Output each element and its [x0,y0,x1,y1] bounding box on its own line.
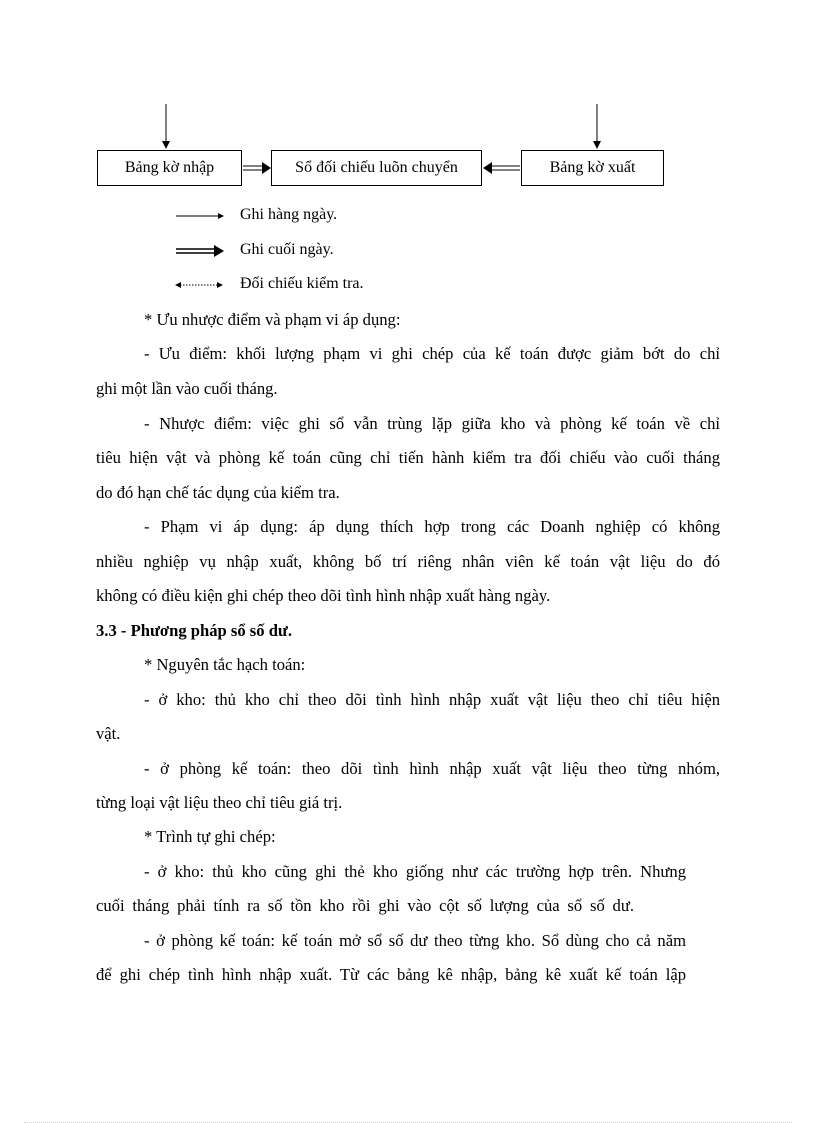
warehouse-procedure-line-2: cuối tháng phải tính ra số tồn kho rồi ghi vào cột số lượng của sổ số dư. [96,896,634,915]
box-import-list [97,150,242,186]
box-reconciliation-ledger-label: Sổ đối chiếu luõn chuyển [295,159,458,176]
accounting-principle-line-1: - ở phòng kế toán: theo dõi tình hình nhập xuất vật liệu theo từng nhóm, [144,759,720,778]
disadvantages-line-2: tiêu hiện vật và phòng kế toán cũng chỉ tiến hành kiểm tra đối chiếu vào cuối tháng [96,448,720,467]
advantages-line-2: ghi một lần vào cuối tháng. [96,379,278,398]
legend-daily [174,205,574,227]
box-export-list-label: Bảng kờ xuất [549,159,636,176]
accounting-procedure-line-1: - ở phòng kế toán: kế toán mở sổ số dư theo từng kho. Sổ dùng cho cả năm [144,931,686,950]
section-number: 3.3 - [96,621,127,640]
double-arrow-left-to-middle [243,162,271,174]
box-reconciliation-ledger [271,150,482,186]
disadvantages-line-3: do đó hạn chế tác dụng của kiểm tra. [96,483,340,502]
accounting-procedure-line-2: để ghi chép tình hình nhập xuất. Từ các bảng kê nhập, bảng kê xuất kế toán lập [96,965,686,984]
warehouse-procedure-line-1: - ở kho: thủ kho cũng ghi thẻ kho giống như các trường hợp trên. Nhưng [144,862,686,881]
legend-daily-label: Ghi hàng ngày. [240,206,338,223]
principle-heading: * Nguyên tắc hạch toán: [144,655,306,674]
legend-end-of-day-label: Ghi cuối ngày. [240,241,334,258]
scope-line-1: - Phạm vi áp dụng: áp dụng thích hợp trong các Doanh nghiệp có không [144,517,720,536]
scope-line-2: nhiều nghiệp vụ nhập xuất, không bố trí riêng nhân viên kế toán vật liệu do đó [96,552,720,571]
scope-line-3: không có điều kiện ghi chép theo dõi tình hình nhập xuất hàng ngày. [96,586,551,605]
double-arrow-right-to-middle [483,162,520,174]
procedure-heading: * Trình tự ghi chép: [144,827,276,846]
disadvantages-line-1: - Nhược điểm: việc ghi sổ vẫn trùng lặp giữa kho và phòng kế toán về chỉ [144,414,720,433]
advantages-line-1: - Ưu điểm: khối lượng phạm vi ghi chép của kế toán được giảm bớt do chỉ [144,344,720,363]
single-arrow-icon [174,205,234,227]
double-arrow-icon [174,240,234,262]
warehouse-principle-line-2: vật. [96,724,121,743]
warehouse-principle-line-1: - ở kho: thủ kho chỉ theo dõi tình hình nhập xuất vật liệu theo chỉ tiêu hiện [144,690,720,709]
legend-reconcile-label: Đối chiếu kiểm tra. [240,275,364,292]
box-export-list [521,150,664,186]
legend-end-of-day [174,240,574,262]
box-import-list-label: Bảng kờ nhập [124,159,215,176]
advantages-heading: * Ưu nhược điểm và phạm vi áp dụng: [144,310,401,329]
dotted-bidirectional-arrow-icon [174,274,234,296]
accounting-principle-line-2: từng loại vật liệu theo chỉ tiêu giá trị. [96,793,343,812]
legend-reconcile [174,274,574,296]
section-title: Phương pháp sổ số dư. [130,621,293,640]
section-heading [96,620,292,642]
